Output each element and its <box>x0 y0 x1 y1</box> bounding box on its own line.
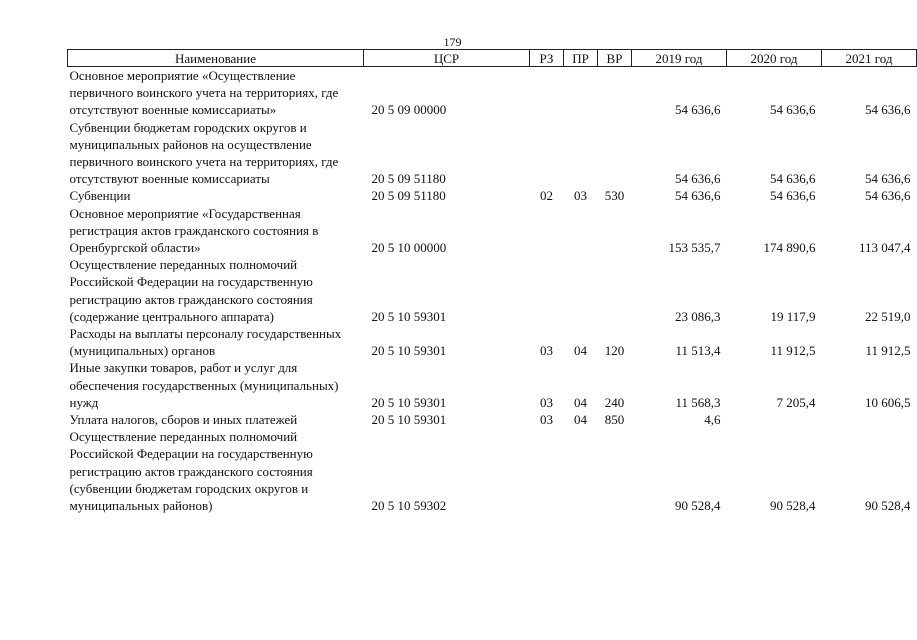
table-header <box>68 50 917 67</box>
row-rz <box>530 119 564 188</box>
row-name: Основное мероприятие «Осуществление первичного воинского учета на территориях, где отсутствуют военные комиссариаты» <box>69 68 339 118</box>
row-csr: 20 5 10 00000 <box>371 240 447 256</box>
table-row <box>68 325 917 359</box>
row-vr: 120 <box>604 343 625 359</box>
row-rz <box>530 256 564 325</box>
row-pr <box>564 119 598 188</box>
row-2019: 153 535,7 <box>668 240 721 256</box>
table-row <box>68 67 917 119</box>
table-row <box>68 119 917 188</box>
row-csr: 20 5 09 51180 <box>371 188 446 204</box>
row-rz: 03 <box>540 343 553 359</box>
row-rz: 03 <box>540 394 553 410</box>
row-name: Иные закупки товаров, работ и услуг для обеспечения государственных (муниципальных) нужд <box>69 360 339 410</box>
row-2021: 54 636,6 <box>865 102 911 118</box>
row-vr <box>598 428 632 514</box>
header-csr: ЦСР <box>364 50 530 67</box>
row-csr: 20 5 10 59302 <box>371 498 447 514</box>
row-pr <box>564 205 598 257</box>
row-2019: 54 636,6 <box>675 171 721 187</box>
row-2019: 23 086,3 <box>675 308 721 324</box>
table-row <box>68 359 917 411</box>
header-rz: РЗ <box>530 50 564 67</box>
row-2020: 54 636,6 <box>770 188 816 204</box>
header-2021: 2021 год <box>822 50 917 67</box>
row-vr: 850 <box>604 412 625 428</box>
header-2019: 2019 год <box>632 50 727 67</box>
table-row <box>68 256 917 325</box>
row-csr: 20 5 10 59301 <box>371 308 447 324</box>
row-name: Осуществление переданных полномочий Российской Федерации на государственную регистрацию актов гражданского состояния (субвенции бюджетам городских округов и муниципальных районов) <box>69 429 313 514</box>
row-2020: 11 912,5 <box>770 343 816 359</box>
table-row <box>68 428 917 514</box>
row-pr: 04 <box>574 394 587 410</box>
row-pr <box>564 256 598 325</box>
row-rz <box>530 205 564 257</box>
row-pr: 04 <box>574 412 587 428</box>
header-vr: ВР <box>598 50 632 67</box>
row-2020: 7 205,4 <box>776 394 816 410</box>
row-2021: 54 636,6 <box>865 171 911 187</box>
header-row <box>68 50 917 67</box>
row-rz <box>530 67 564 119</box>
row-name: Субвенции бюджетам городских округов и муниципальных районов на осуществление первичного воинского учета на территориях, где отсутствуют военные комиссариаты <box>69 119 339 187</box>
row-vr <box>598 205 632 257</box>
header-2020: 2020 год <box>727 50 822 67</box>
table-row <box>68 411 917 428</box>
table-row <box>68 187 917 204</box>
row-name: Субвенции <box>69 188 131 204</box>
row-2021: 54 636,6 <box>865 188 911 204</box>
row-pr: 03 <box>574 188 587 204</box>
row-2021: 10 606,5 <box>865 394 911 410</box>
row-2019: 54 636,6 <box>675 102 721 118</box>
row-csr: 20 5 10 59301 <box>371 412 447 428</box>
row-2019: 54 636,6 <box>675 188 721 204</box>
row-rz <box>530 428 564 514</box>
header-name: Наименование <box>68 50 364 67</box>
row-csr: 20 5 09 00000 <box>371 102 447 118</box>
row-2020 <box>727 411 822 428</box>
row-2019: 11 513,4 <box>675 343 721 359</box>
row-pr: 04 <box>574 343 587 359</box>
row-2020: 174 890,6 <box>763 240 816 256</box>
row-name: Осуществление переданных полномочий Российской Федерации на государственную регистрацию актов гражданского состояния (содержание центрального аппарата) <box>69 257 313 324</box>
row-2019: 11 568,3 <box>675 394 721 410</box>
budget-table <box>67 49 917 514</box>
row-vr: 240 <box>604 394 625 410</box>
row-pr <box>564 67 598 119</box>
row-2021: 11 912,5 <box>865 343 911 359</box>
row-pr <box>564 428 598 514</box>
row-2021: 22 519,0 <box>865 308 911 324</box>
row-vr <box>598 119 632 188</box>
row-2021: 90 528,4 <box>865 498 911 514</box>
row-csr: 20 5 10 59301 <box>371 343 447 359</box>
row-2020: 19 117,9 <box>770 308 816 324</box>
row-2020: 54 636,6 <box>770 102 816 118</box>
row-name: Уплата налогов, сборов и иных платежей <box>69 412 298 428</box>
header-pr: ПР <box>564 50 598 67</box>
row-rz: 02 <box>540 188 553 204</box>
row-csr: 20 5 09 51180 <box>371 171 446 187</box>
row-2021: 113 047,4 <box>858 240 911 256</box>
row-2019: 4,6 <box>704 412 721 428</box>
row-vr <box>598 67 632 119</box>
row-2020: 54 636,6 <box>770 171 816 187</box>
row-vr: 530 <box>604 188 625 204</box>
row-name: Основное мероприятие «Государственная регистрация актов гражданского состояния в Оренбургской области» <box>69 205 319 256</box>
table-body <box>68 67 917 515</box>
row-csr: 20 5 10 59301 <box>371 394 447 410</box>
row-name: Расходы на выплаты персоналу государственных (муниципальных) органов <box>69 326 342 359</box>
row-2019: 90 528,4 <box>675 498 721 514</box>
page-number: 179 <box>443 35 462 49</box>
table-row <box>68 205 917 257</box>
row-vr <box>598 256 632 325</box>
row-2020: 90 528,4 <box>770 498 816 514</box>
row-rz: 03 <box>540 412 553 428</box>
row-2021 <box>822 411 917 428</box>
